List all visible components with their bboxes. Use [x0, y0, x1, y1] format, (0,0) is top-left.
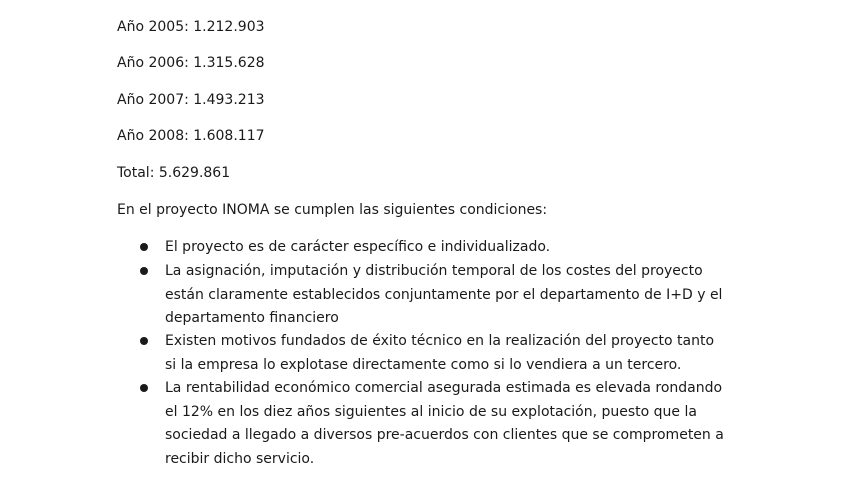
conditions-intro: En el proyecto INOMA se cumplen las siguientes condiciones: [117, 202, 548, 218]
year-2007-line: Año 2007: 1.493.213 [117, 92, 265, 108]
bullet-icon [140, 337, 148, 345]
condition-text: Existen motivos fundados de éxito técnico en la realización del proyecto tanto si la empresa lo explotase directamente como si lo vendiera a un tercero. [165, 333, 715, 373]
condition-text: La rentabilidad económico comercial asegurada estimada es elevada rondando el 12% en los diez años siguientes al inicio de su explotación, puesto que la sociedad a llegado a diversos pre-acuerdos con clientes que se comprometen a recibir dicho servicio. [165, 380, 724, 467]
year-2008-line: Año 2008: 1.608.117 [117, 128, 265, 144]
bullet-icon [140, 243, 148, 251]
bullet-icon [140, 384, 148, 392]
total-line: Total: 5.629.861 [117, 165, 231, 181]
bullet-icon [140, 267, 148, 275]
condition-text: La asignación, imputación y distribución temporal de los costes del proyecto están claramente establecidos conjuntamente por el departamento de I+D y el departamento financiero [165, 263, 723, 326]
year-2006-line: Año 2006: 1.315.628 [117, 55, 265, 71]
year-2005-line: Año 2005: 1.212.903 [117, 19, 265, 35]
condition-text: El proyecto es de carácter específico e individualizado. [165, 239, 551, 255]
